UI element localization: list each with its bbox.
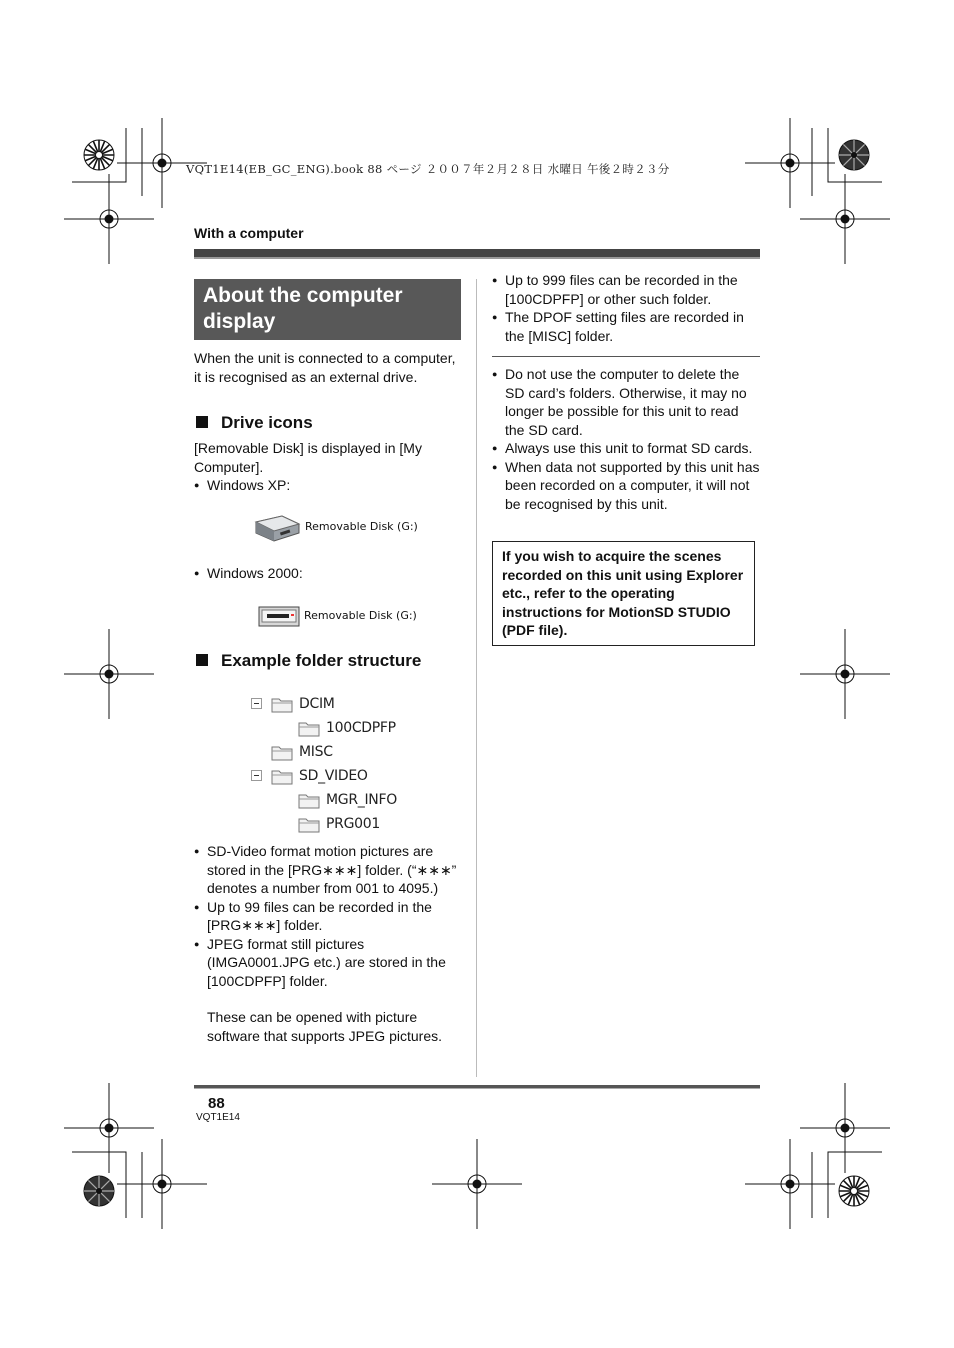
page-title: About the computer display — [194, 279, 461, 340]
list-item: ● Always use this unit to format SD cards. — [492, 439, 760, 458]
footer-rule-thin — [194, 1088, 760, 1089]
folder-icon — [271, 768, 293, 785]
right-divider — [492, 356, 760, 357]
removable-disk-xp-label[interactable]: Removable Disk (G:) — [305, 520, 418, 533]
folder-sd-video[interactable]: SD_VIDEO — [299, 768, 368, 784]
folder-icon — [271, 744, 293, 761]
folder-icon — [298, 816, 320, 833]
square-bullet-icon — [196, 416, 208, 428]
right-bullet-list-bottom — [492, 365, 760, 513]
header-rule-thin — [194, 257, 760, 259]
list-item: ● SD-Video format motion pictures are stored in the [PRG∗∗∗] folder. (“∗∗∗” denotes a number from 001 to 4095.) — [194, 842, 462, 898]
list-item: ● Do not use the computer to delete the SD card’s folders. Otherwise, it may no longer be possible for this unit to read the SD card. — [492, 365, 760, 439]
drive-icons-heading: Drive icons — [194, 413, 462, 433]
page-number: 88 — [208, 1095, 225, 1112]
explorer-note-box: If you wish to acquire the scenes recorded on this unit using Explorer etc., refer to the operating instructions for MotionSD STUDIO (PDF file). — [492, 541, 755, 646]
section-label: With a computer — [194, 225, 304, 241]
folder-dcim[interactable]: DCIM — [299, 696, 335, 712]
jpeg-note: These can be opened with picture software that supports JPEG pictures. — [207, 1009, 442, 1044]
folder-structure-heading: Example folder structure — [194, 651, 462, 671]
collapse-toggle-sd-video[interactable] — [251, 770, 262, 781]
windows-xp-item: ● Windows XP: — [194, 476, 462, 495]
header-rule — [194, 249, 760, 257]
folder-tree — [250, 693, 460, 838]
list-item: ● JPEG format still pictures (IMGA0001.JPG etc.) are stored in the [100CDPFP] folder. — [194, 935, 462, 991]
print-info: VQT1E14(EB_GC_ENG).book 88 ページ ２００７年２月２８日 水曜日 午後２時２３分 — [186, 162, 670, 176]
folder-icon — [298, 720, 320, 737]
removable-disk-2000-label[interactable]: Removable Disk (G:) — [304, 609, 417, 622]
removable-disk-2000-icon — [258, 605, 300, 629]
folder-100cdpfp[interactable]: 100CDPFP — [326, 720, 396, 736]
folder-mgr-info[interactable]: MGR_INFO — [326, 792, 397, 808]
list-item: ● The DPOF setting files are recorded in the [MISC] folder. — [492, 308, 760, 345]
folder-icon — [298, 792, 320, 809]
list-item: ● Up to 99 files can be recorded in the [PRG∗∗∗] folder. — [194, 898, 462, 935]
folder-icon — [271, 696, 293, 713]
folder-misc[interactable]: MISC — [299, 744, 333, 760]
list-item: ● Up to 999 files can be recorded in the [100CDPFP] or other such folder. — [492, 271, 760, 308]
windows-2000-item: ● Windows 2000: — [194, 564, 462, 583]
collapse-toggle-dcim[interactable] — [251, 698, 262, 709]
column-divider — [476, 279, 477, 1077]
drive-icons-text: [Removable Disk] is displayed in [My Computer]. — [194, 440, 422, 475]
folder-prg001[interactable]: PRG001 — [326, 816, 380, 832]
list-item: ● When data not supported by this unit has been recorded on a computer, it will not be recognised by this unit. — [492, 458, 760, 514]
right-bullet-list-top — [492, 271, 760, 345]
left-bullet-list — [194, 842, 462, 990]
square-bullet-icon — [196, 654, 208, 666]
doc-code: VQT1E14 — [196, 1112, 240, 1123]
removable-disk-xp-icon — [252, 514, 302, 544]
intro-text: When the unit is connected to a computer, it is recognised as an external drive. — [194, 350, 456, 385]
